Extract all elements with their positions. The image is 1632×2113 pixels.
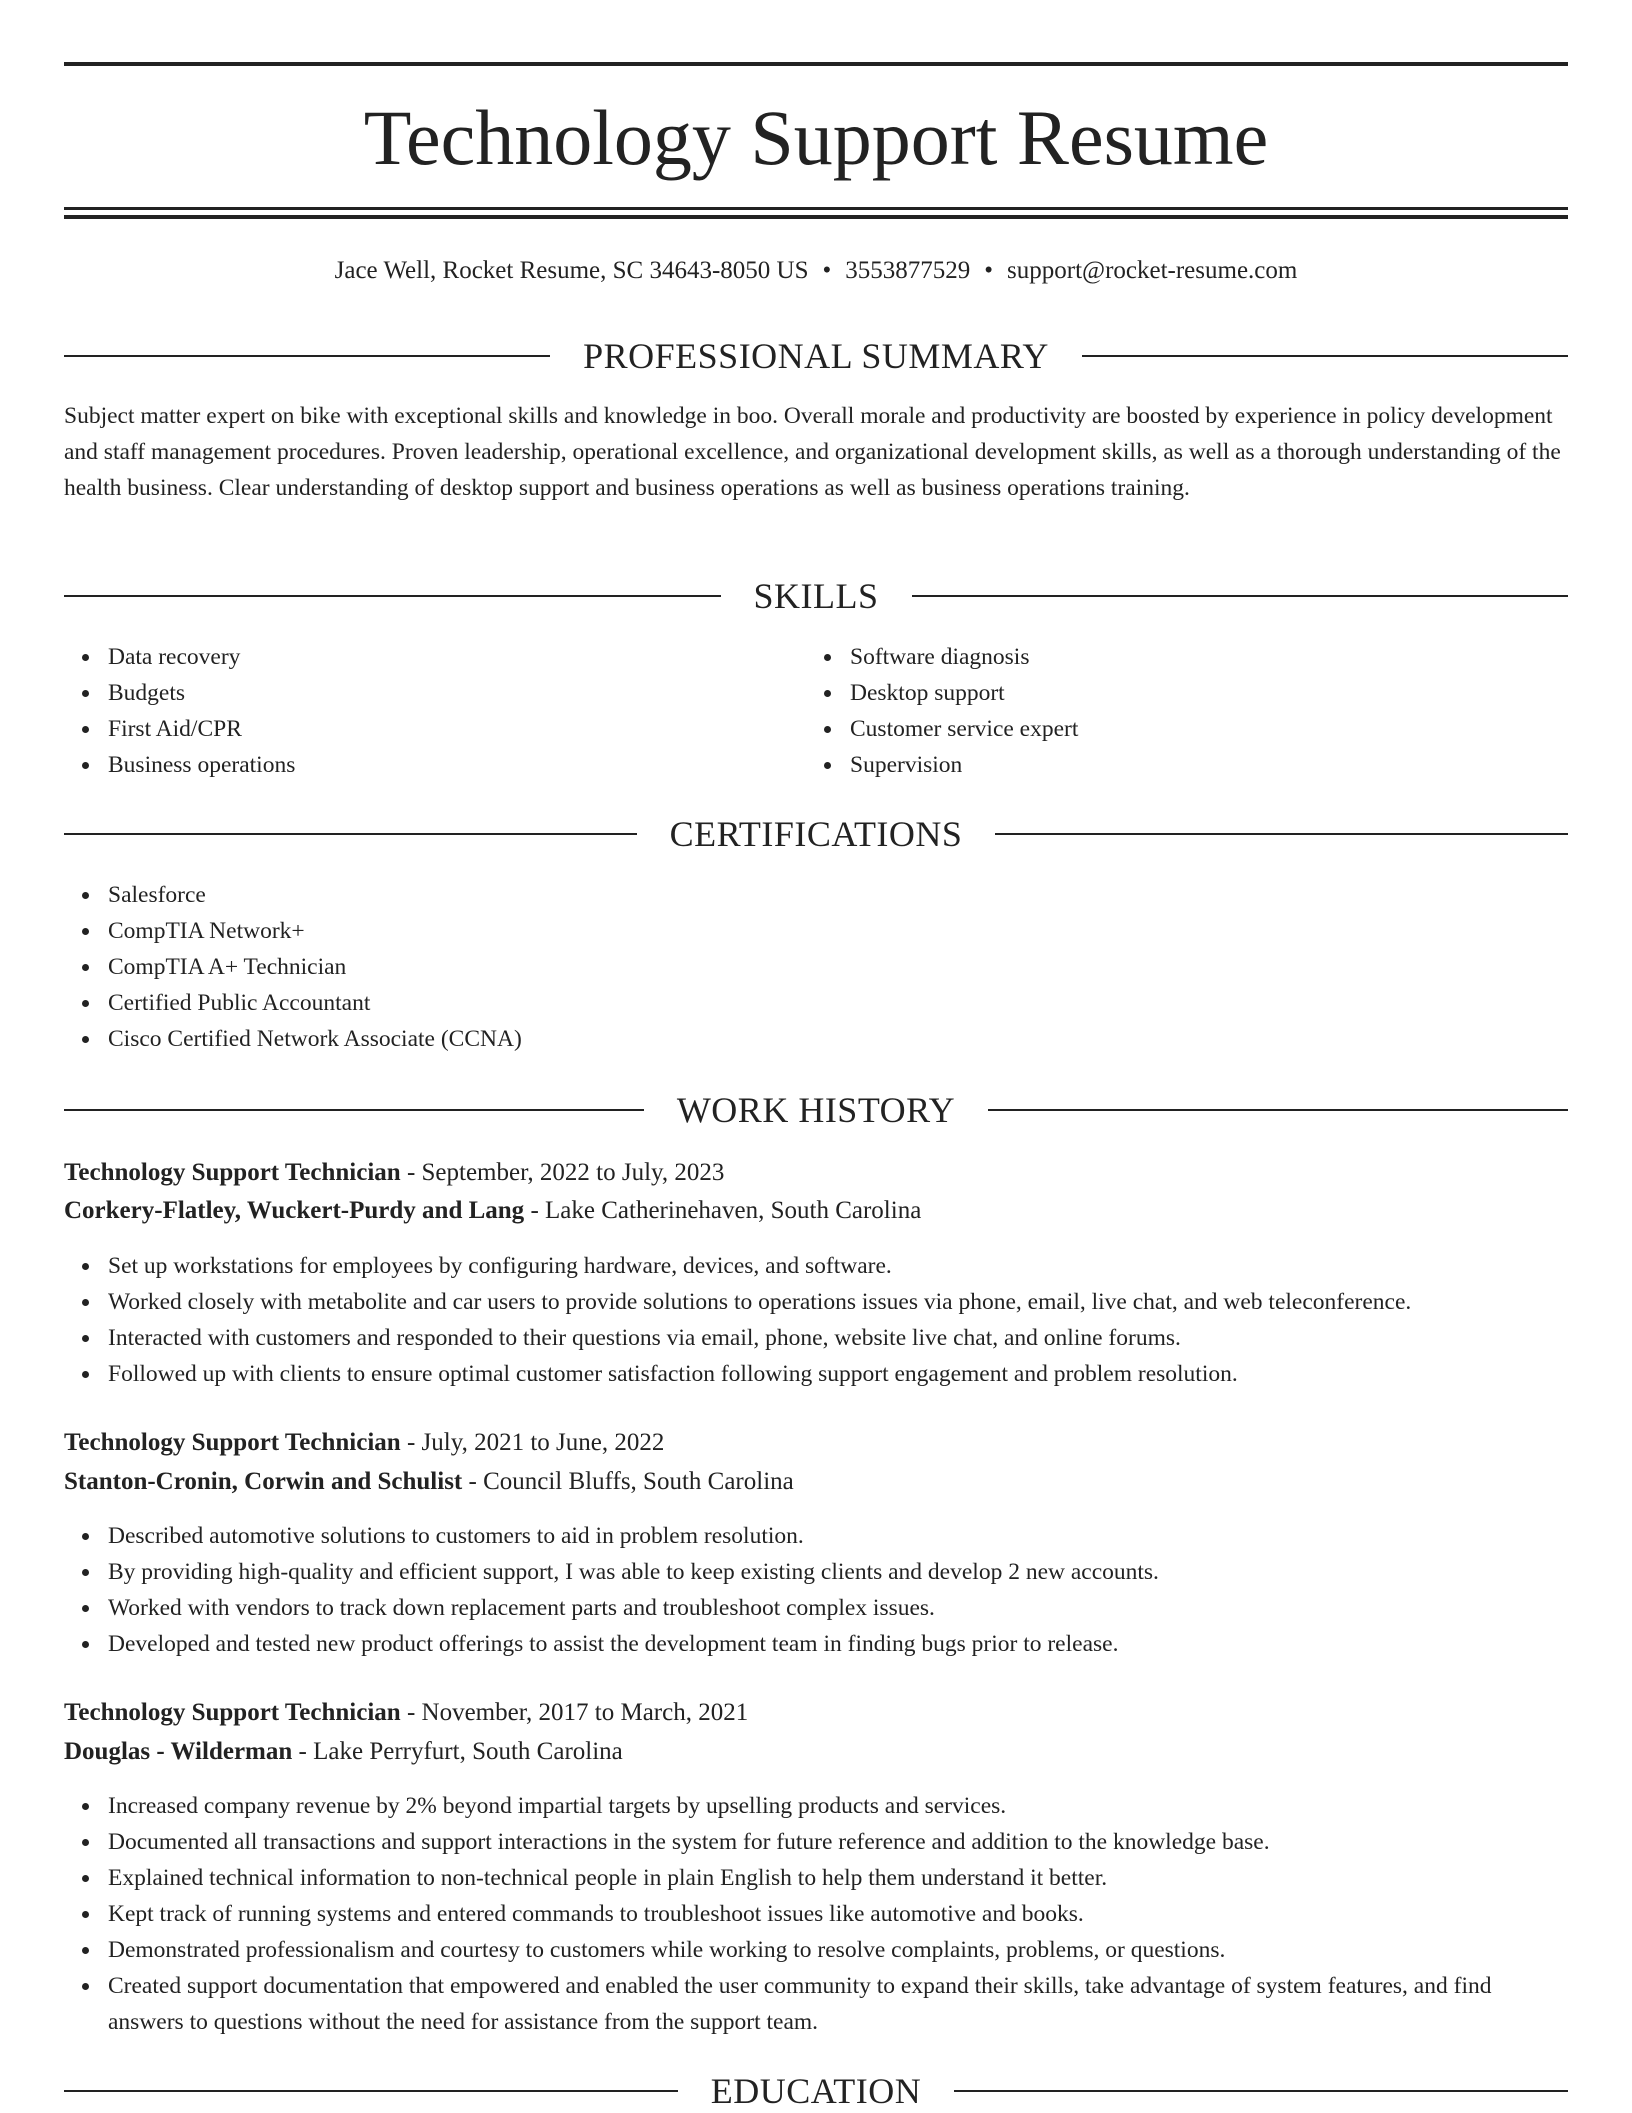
contact-line (64, 254, 1568, 288)
job-bullet: Interacted with customers and responded to their questions via email, phone, website live chat, and online forums. (108, 1320, 1568, 1356)
job-bullet: Created support documentation that empowered and enabled the user community to expand their skills, take advantage of system features, and find answers to questions without the need for assistance from the support team. (108, 1968, 1568, 2040)
contact-phone: 3553877529 (845, 257, 971, 284)
section-heading-work-history (64, 1088, 1568, 1132)
contact-separator: • (984, 257, 994, 284)
contact-separator: • (822, 257, 832, 284)
heading-rule-right (912, 595, 1569, 597)
skills-list-left (64, 639, 808, 783)
job-location: Council Bluffs, South Carolina (483, 1468, 794, 1495)
section-heading-skills (64, 574, 1568, 618)
skill-item: Budgets (108, 675, 808, 711)
job-bullet: Explained technical information to non-technical people in plain English to help them understand it better. (108, 1860, 1568, 1896)
job-dates: November, 2017 to March, 2021 (421, 1699, 749, 1726)
heading-rule-right (988, 1109, 1568, 1111)
section-title: PROFESSIONAL SUMMARY (583, 336, 1049, 376)
job-location: Lake Perryfurt, South Carolina (313, 1738, 623, 1765)
section-heading-education (64, 2069, 1568, 2113)
job-bullet: By providing high-quality and efficient support, I was able to keep existing clients and develop 2 new accounts. (108, 1554, 1568, 1590)
contact-email: support@rocket-resume.com (1007, 257, 1298, 284)
job-bullet: Developed and tested new product offerings to assist the development team in finding bugs prior to release. (108, 1626, 1568, 1662)
certification-item: CompTIA Network+ (108, 913, 1568, 949)
section-title: EDUCATION (710, 2071, 922, 2111)
certification-item: Salesforce (108, 877, 1568, 913)
job-bullets (64, 1248, 1568, 1392)
skill-item: Customer service expert (850, 711, 1550, 747)
job-title: Technology Support Technician (64, 1699, 401, 1726)
job-company-line: Stanton-Cronin, Corwin and Schulist - Council Bluffs, South Carolina (64, 1468, 794, 1495)
certification-item: Cisco Certified Network Associate (CCNA) (108, 1021, 1568, 1057)
heading-rule-left (64, 355, 550, 357)
job-bullet: Worked closely with metabolite and car users to provide solutions to operations issues via phone, email, live chat, and web teleconference. (108, 1284, 1568, 1320)
job-bullet: Followed up with clients to ensure optimal customer satisfaction following support engagement and problem resolution. (108, 1356, 1568, 1392)
heading-rule-right (1082, 355, 1568, 357)
job-company-line: Corkery-Flatley, Wuckert-Purdy and Lang - Lake Catherinehaven, South Carolina (64, 1197, 922, 1224)
section-title: SKILLS (753, 576, 879, 616)
job-dates: September, 2022 to July, 2023 (421, 1159, 725, 1186)
heading-rule-right (954, 2090, 1568, 2092)
skill-item: First Aid/CPR (108, 711, 808, 747)
skill-item: Desktop support (850, 675, 1550, 711)
skill-item: Software diagnosis (850, 639, 1550, 675)
section-heading-certifications (64, 812, 1568, 856)
summary-text: Subject matter expert on bike with exceptional skills and knowledge in boo. Overall morale and productivity are boosted by experience in policy development and staff management procedures. Proven leadership, operational excellence, and organizational development skills, as well as a thorough understanding of the health business. Clear understanding of desktop support and business operations as well as business operations training. (64, 403, 1561, 501)
job-bullet: Demonstrated professionalism and courtesy to customers while working to resolve complaints, problems, or questions. (108, 1932, 1568, 1968)
job-company: Douglas - Wilderman (64, 1738, 293, 1765)
job-title-line: Technology Support Technician - November, 2017 to March, 2021 (64, 1699, 749, 1726)
job-bullet: Set up workstations for employees by configuring hardware, devices, and software. (108, 1248, 1568, 1284)
certification-item: Certified Public Accountant (108, 985, 1568, 1021)
section-heading-summary (64, 334, 1568, 378)
job-bullet: Increased company revenue by 2% beyond impartial targets by upselling products and services. (108, 1788, 1568, 1824)
contact-address: Jace Well, Rocket Resume, SC 34643-8050 US (334, 257, 809, 284)
section-title: WORK HISTORY (676, 1090, 956, 1130)
job-dates: July, 2021 to June, 2022 (421, 1429, 665, 1456)
job-bullet: Documented all transactions and support interactions in the system for future reference and addition to the knowledge base. (108, 1824, 1568, 1860)
job-title-line: Technology Support Technician - July, 2021 to June, 2022 (64, 1429, 665, 1456)
job-company: Corkery-Flatley, Wuckert-Purdy and Lang (64, 1197, 525, 1224)
heading-rule-left (64, 1109, 644, 1111)
job-location: Lake Catherinehaven, South Carolina (545, 1197, 922, 1224)
header-double-rule-upper (64, 207, 1568, 210)
job-bullets (64, 1518, 1568, 1662)
certifications-list (64, 877, 1568, 1057)
job-company-line: Douglas - Wilderman - Lake Perryfurt, South Carolina (64, 1738, 623, 1765)
job-bullet: Described automotive solutions to customers to aid in problem resolution. (108, 1518, 1568, 1554)
header-double-rule-lower (64, 215, 1568, 219)
section-title: CERTIFICATIONS (669, 814, 963, 854)
heading-rule-left (64, 833, 637, 835)
skills-list-right (806, 639, 1550, 783)
job-title: Technology Support Technician (64, 1429, 401, 1456)
job-bullet: Kept track of running systems and entered commands to troubleshoot issues like automotive and books. (108, 1896, 1568, 1932)
job-bullets (64, 1788, 1568, 2040)
job-title: Technology Support Technician (64, 1159, 401, 1186)
job-title-line: Technology Support Technician - September, 2022 to July, 2023 (64, 1159, 725, 1186)
skill-item: Data recovery (108, 639, 808, 675)
heading-rule-left (64, 2090, 678, 2092)
heading-rule-right (995, 833, 1568, 835)
job-company: Stanton-Cronin, Corwin and Schulist (64, 1468, 463, 1495)
skill-item: Supervision (850, 747, 1550, 783)
heading-rule-left (64, 595, 721, 597)
skill-item: Business operations (108, 747, 808, 783)
header-top-rule (64, 62, 1568, 66)
certification-item: CompTIA A+ Technician (108, 949, 1568, 985)
page-title: Technology Support Resume (363, 94, 1269, 181)
job-bullet: Worked with vendors to track down replacement parts and troubleshoot complex issues. (108, 1590, 1568, 1626)
